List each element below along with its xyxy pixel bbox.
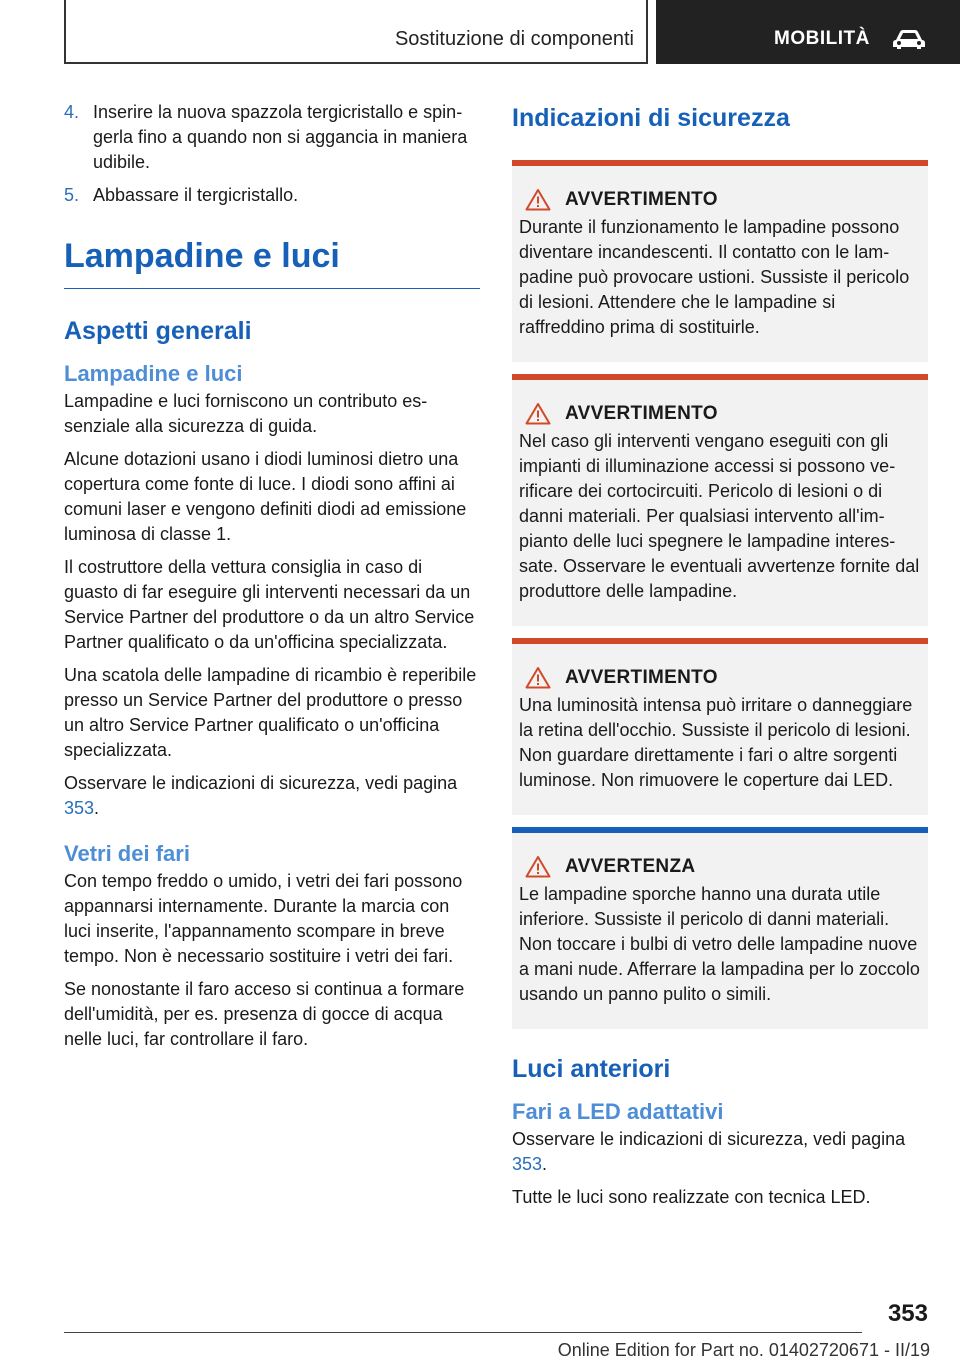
ref-suffix: . — [94, 798, 100, 818]
warning-box — [512, 374, 928, 626]
warning-box — [512, 638, 928, 815]
paragraph-with-ref — [512, 1127, 928, 1177]
page-ref-link[interactable]: 353 — [64, 798, 95, 818]
paragraph: Tutte le luci sono realizzate con tecnica LED. — [512, 1187, 871, 1207]
header-title-box — [64, 0, 648, 64]
step-number: 4. — [64, 102, 80, 122]
ref-text: Osservare le indicazioni di sicurezza, vedi pagina — [64, 773, 458, 793]
warning-header — [519, 666, 922, 689]
step-item — [64, 100, 480, 175]
ref-text: Osservare le indicazioni di sicurezza, vedi pagina — [512, 1129, 906, 1149]
header-title: Sostituzione di componenti — [394, 28, 634, 50]
step-text: Abbassare il tergicristallo. — [93, 185, 299, 205]
section-heading: Aspetti generali — [64, 317, 252, 345]
paragraph: Se nonostante il faro acceso si continua a formare dell'umidità, per es. presenza di gocce di acqua nelle luci, far controllare il faro. — [64, 979, 465, 1049]
warning-text: Nel caso gli interventi vengano eseguiti con gli impianti di illuminazione accessi si possono verificare dei cortocircuiti. Pericolo di lesioni o di danni materiali. Per qualsiasi intervento all'impianto delle luci spegnere le lampadine interessate. Osservare le eventuali avvertenze fornite dal produttore delle lampadine. — [519, 431, 920, 601]
page-number: 353 — [887, 1300, 928, 1327]
warning-box — [512, 160, 928, 362]
footer-divider — [64, 1332, 862, 1333]
footer-edition: Online Edition for Part no. 01402720671 - II/19 — [557, 1340, 930, 1360]
paragraph: Una scatola delle lampadine di ricambio è reperibile presso un Service Partner del produttore o presso un altro Service Partner qualificato o un'officina specializzata. — [64, 665, 477, 760]
header-section-tab[interactable] — [656, 0, 960, 64]
paragraph: Il costruttore della vettura consiglia in caso di guasto di far eseguire gli interventi necessari da un Service Partner del produttore o da un altro Service Partner qualificato o da un'officina specializzata. — [64, 557, 475, 652]
notice-box — [512, 827, 928, 1029]
subsection-heading: Vetri dei fari — [64, 841, 190, 866]
page-ref-link[interactable]: 353 — [512, 1154, 543, 1174]
paragraph: Con tempo freddo o umido, i vetri dei fari possono appannarsi internamente. Durante la marcia con luci inserite, l'appannamento scompare in breve tempo. Non è necessario sostituire i vetri dei fari. — [64, 871, 463, 966]
notice-title: AVVERTENZA — [565, 855, 696, 877]
warning-text: Una luminosità intensa può irritare o danneggiare la retina dell'occhio. Sussiste il pericolo di lesioni. Non guardare direttamente i fari o altre sorgenti luminose. Non rimuovere le coperture dai LED. — [519, 695, 913, 790]
step-item — [64, 183, 480, 208]
warning-triangle-icon — [525, 402, 551, 425]
safety-heading: Indicazioni di sicurezza — [512, 104, 790, 132]
right-column — [512, 100, 928, 1218]
left-column — [64, 100, 480, 1060]
warning-title: AVVERTIMENTO — [565, 666, 718, 688]
chapter-heading: Lampadine e luci — [64, 234, 480, 289]
subsection-heading: Fari a LED adattativi — [512, 1099, 724, 1124]
warning-title: AVVERTIMENTO — [565, 188, 718, 210]
paragraph: Alcune dotazioni usano i diodi luminosi dietro una copertura come fonte di luce. I diodi sono affini ai comuni laser e vengono definiti diodi ad emissione luminosa di classe 1. — [64, 449, 467, 544]
paragraph-with-ref — [64, 771, 480, 821]
notice-header — [519, 855, 922, 878]
step-text: Inserire la nuova spazzola tergicristallo e spingerla fino a quando non si aggancia in maniera udibile. — [93, 102, 468, 172]
warning-header — [519, 188, 922, 211]
warning-triangle-icon — [525, 855, 551, 878]
subsection-heading: Lampadine e luci — [64, 361, 243, 386]
car-icon — [892, 28, 926, 50]
step-number: 5. — [64, 185, 80, 205]
notice-text: Le lampadine sporche hanno una durata utile inferiore. Sussiste il pericolo di danni materiali. Non toccare i bulbi di vetro delle lampadine nuove a mani nude. Afferrare la lampadina per lo zoccolo usando un panno pulito o simili. — [519, 884, 920, 1004]
section-heading: Luci anteriori — [512, 1055, 671, 1083]
ref-suffix: . — [542, 1154, 548, 1174]
header-section-label: MOBILITÀ — [774, 28, 870, 49]
warning-triangle-icon — [525, 188, 551, 211]
warning-triangle-icon — [525, 666, 551, 689]
warning-text: Durante il funzionamento le lampadine possono diventare incandescenti. Il contatto con le lampadine può provocare ustioni. Sussiste il pericolo di lesioni. Attendere che le lampadine si raffreddino prima di sostituirle. — [519, 217, 910, 337]
paragraph: Lampadine e luci forniscono un contributo essenziale alla sicurezza di guida. — [64, 391, 428, 436]
warning-title: AVVERTIMENTO — [565, 402, 718, 424]
warning-header — [519, 402, 922, 425]
